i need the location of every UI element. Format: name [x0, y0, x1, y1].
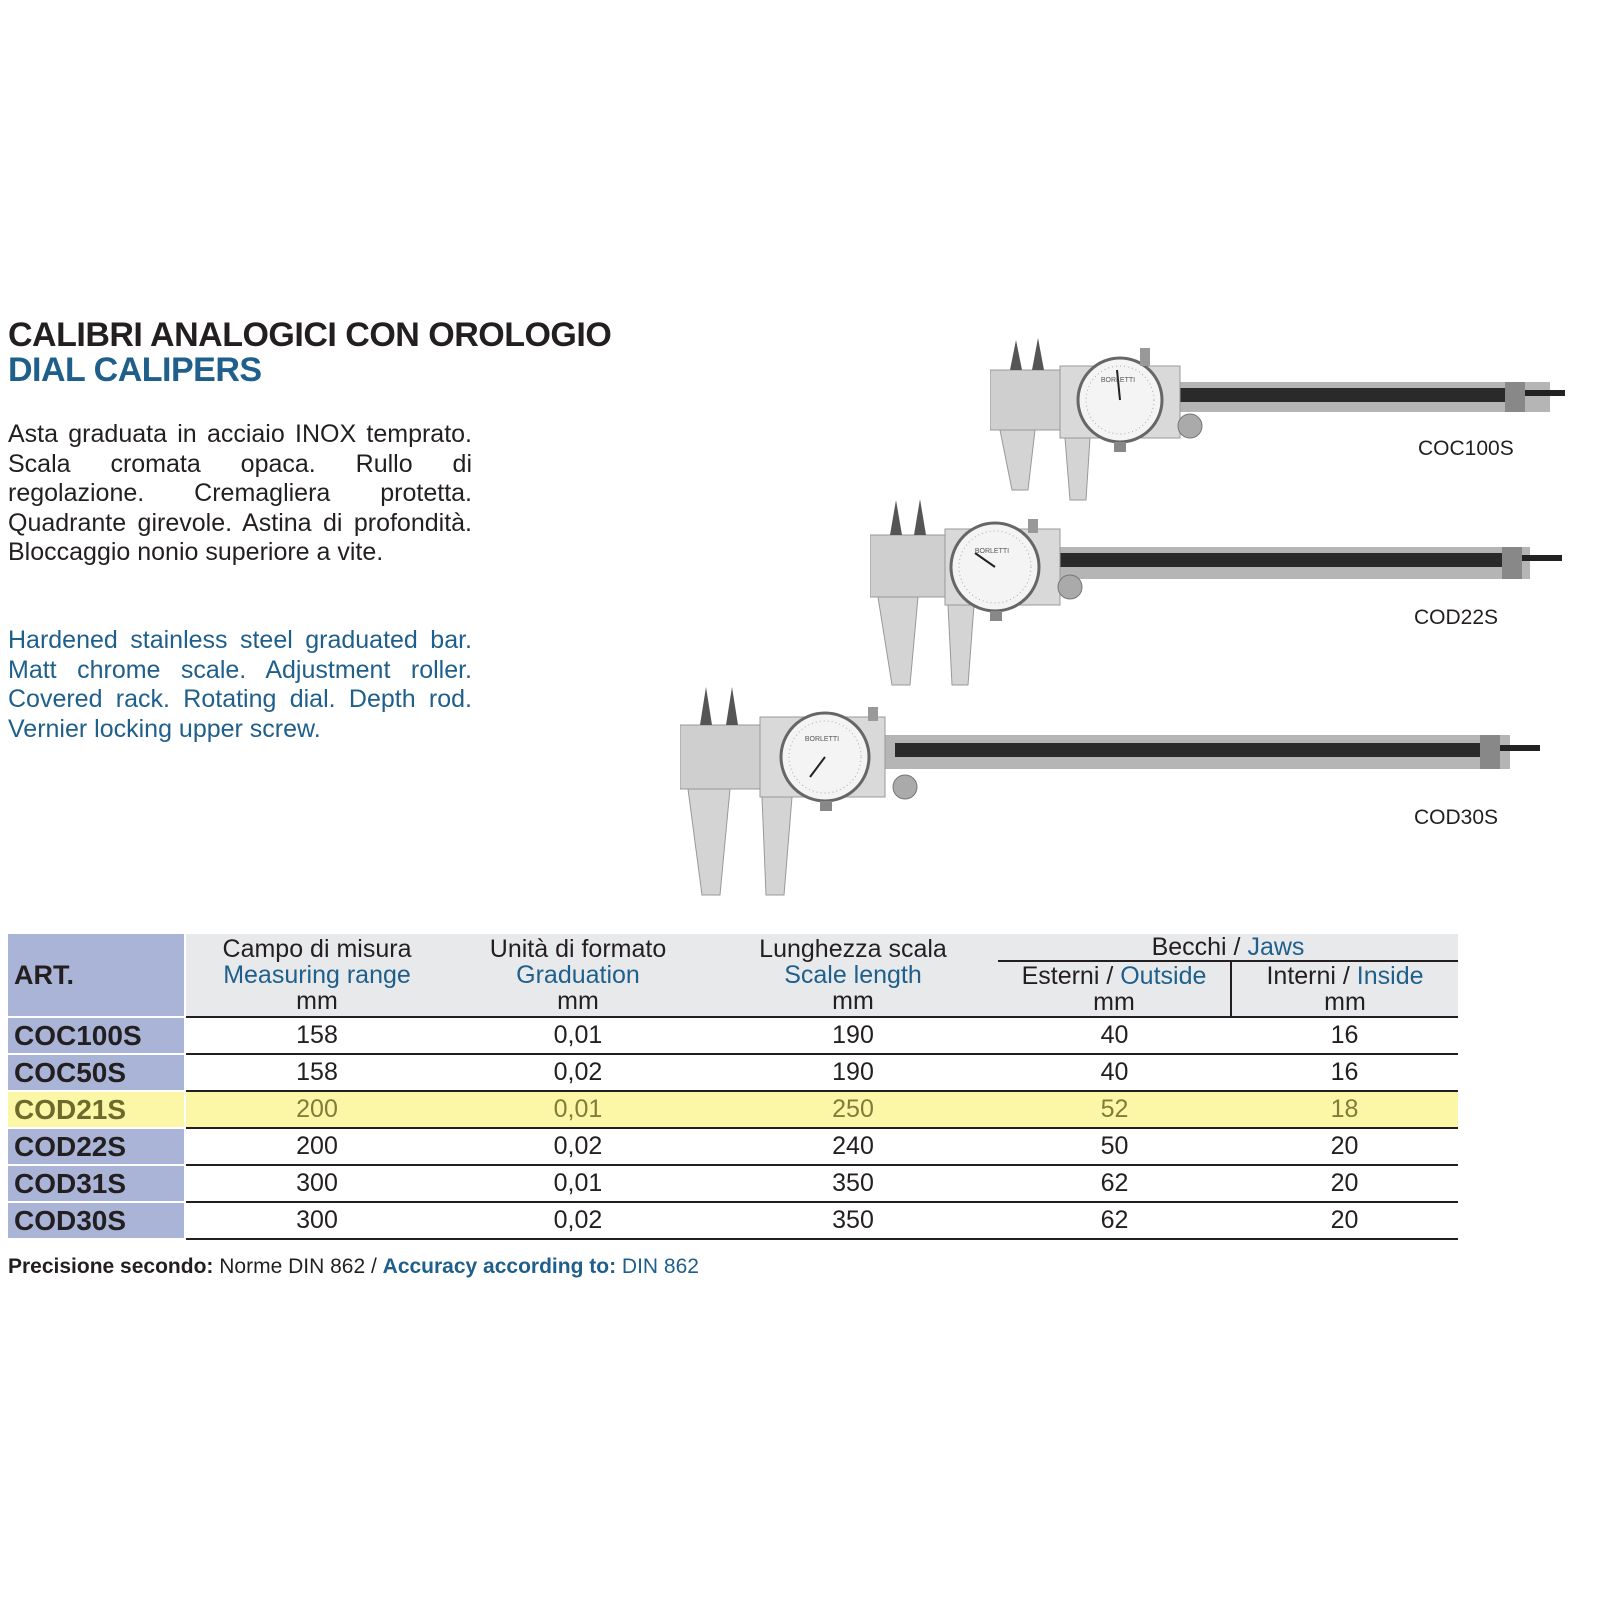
header-unit: mm — [557, 987, 599, 1015]
cell-inside: 16 — [1231, 1017, 1458, 1054]
caliper-illustration — [870, 499, 1562, 685]
footnote-label-en: Accuracy according to: — [382, 1255, 617, 1278]
header-en: Graduation — [516, 961, 640, 989]
table-row — [8, 1128, 1458, 1165]
cell-graduation: 0,02 — [448, 1202, 708, 1239]
caliper-image-cod22s — [870, 495, 1580, 695]
header-unit: mm — [832, 987, 874, 1015]
cell-range: 300 — [185, 1165, 448, 1202]
dial-brand: BORLETTI — [974, 548, 1010, 555]
cell-graduation: 0,01 — [448, 1017, 708, 1054]
header-it: Campo di misura — [222, 935, 412, 963]
cell-outside: 40 — [998, 1054, 1231, 1091]
caliper-illustration — [680, 687, 1540, 895]
cell-scale: 190 — [708, 1054, 998, 1091]
footnote-value-en: DIN 862 — [621, 1255, 699, 1278]
separator: / — [1335, 962, 1357, 990]
page-subtitle: DIAL CALIPERS — [8, 351, 262, 389]
cell-outside: 50 — [998, 1128, 1231, 1165]
cell-graduation: 0,01 — [448, 1165, 708, 1202]
cell-outside: 62 — [998, 1202, 1231, 1239]
table-header-row — [8, 934, 1458, 961]
art-code: COD21S — [8, 1091, 185, 1128]
cell-inside: 16 — [1231, 1054, 1458, 1091]
image-caption-coc100s: COC100S — [1418, 437, 1514, 460]
table-row — [8, 1017, 1458, 1054]
column-header-outside — [998, 961, 1231, 1017]
column-header-art: ART. — [8, 934, 185, 1017]
header-it: Esterni — [1021, 962, 1100, 990]
image-caption-cod30s: COD30S — [1414, 806, 1499, 829]
header-en: Scale length — [784, 961, 922, 989]
specification-table — [8, 934, 1458, 1240]
art-code: COD31S — [8, 1165, 185, 1202]
accuracy-footnote — [8, 1255, 699, 1279]
header-it: Interni — [1266, 962, 1336, 990]
cell-scale: 250 — [708, 1091, 998, 1128]
cell-scale: 350 — [708, 1202, 998, 1239]
footnote-label-it: Precisione secondo: — [8, 1255, 214, 1278]
cell-range: 200 — [185, 1091, 448, 1128]
cell-scale: 240 — [708, 1128, 998, 1165]
caliper-image-cod30s — [680, 685, 1560, 905]
cell-scale: 190 — [708, 1017, 998, 1054]
art-code: COD30S — [8, 1202, 185, 1239]
cell-range: 158 — [185, 1054, 448, 1091]
separator: / — [1226, 933, 1248, 961]
caliper-image-coc100s — [990, 330, 1590, 510]
header-en: Jaws — [1247, 933, 1305, 961]
column-header-inside — [1231, 961, 1458, 1017]
caliper-illustration — [990, 338, 1565, 500]
description-english: Hardened stainless steel graduated bar. Matt chrome scale. Adjustment roller. Covered rack. Rotating dial. Depth rod. Vernier locking upper screw. — [8, 626, 472, 743]
table-row — [8, 1165, 1458, 1202]
table-row — [8, 1202, 1458, 1239]
header-unit: mm — [296, 987, 338, 1015]
header-unit: mm — [1324, 988, 1366, 1016]
header-it: Unità di formato — [489, 935, 667, 963]
header-en: Measuring range — [223, 961, 411, 989]
column-header-jaws — [998, 934, 1458, 961]
cell-outside: 52 — [998, 1091, 1231, 1128]
header-en: Outside — [1120, 962, 1207, 990]
dial-brand: BORLETTI — [804, 736, 840, 743]
cell-outside: 62 — [998, 1165, 1231, 1202]
cell-graduation: 0,02 — [448, 1128, 708, 1165]
column-header-graduation — [448, 934, 708, 1017]
cell-inside: 20 — [1231, 1202, 1458, 1239]
header-it: Lunghezza scala — [759, 935, 947, 963]
cell-range: 200 — [185, 1128, 448, 1165]
image-caption-cod22s: COD22S — [1414, 606, 1499, 629]
cell-outside: 40 — [998, 1017, 1231, 1054]
cell-graduation: 0,02 — [448, 1054, 708, 1091]
column-header-measuring-range — [185, 934, 448, 1017]
cell-inside: 18 — [1231, 1091, 1458, 1128]
cell-range: 158 — [185, 1017, 448, 1054]
table-row — [8, 1054, 1458, 1091]
cell-inside: 20 — [1231, 1128, 1458, 1165]
header-unit: mm — [1093, 988, 1135, 1016]
cell-range: 300 — [185, 1202, 448, 1239]
page-title: CALIBRI ANALOGICI CON OROLOGIO — [8, 316, 612, 354]
art-code: COC100S — [8, 1017, 185, 1054]
cell-graduation: 0,01 — [448, 1091, 708, 1128]
footnote-separator: / — [365, 1255, 383, 1278]
header-it: Becchi — [1151, 933, 1227, 961]
dial-brand: BORLETTI — [1100, 377, 1136, 384]
description-italian: Asta graduata in acciaio INOX temprato. Scala cromata opaca. Rullo di regolazione. Cremagliera protetta. Quadrante girevole. Astina di profondità. Bloccaggio nonio superiore a vite. — [8, 420, 472, 566]
table-row-highlighted — [8, 1091, 1458, 1128]
cell-inside: 20 — [1231, 1165, 1458, 1202]
art-code: COC50S — [8, 1054, 185, 1091]
header-en: Inside — [1356, 962, 1424, 990]
separator: / — [1099, 962, 1121, 990]
column-header-scale-length — [708, 934, 998, 1017]
art-code: COD22S — [8, 1128, 185, 1165]
cell-scale: 350 — [708, 1165, 998, 1202]
footnote-value-it: Norme DIN 862 — [219, 1255, 366, 1278]
